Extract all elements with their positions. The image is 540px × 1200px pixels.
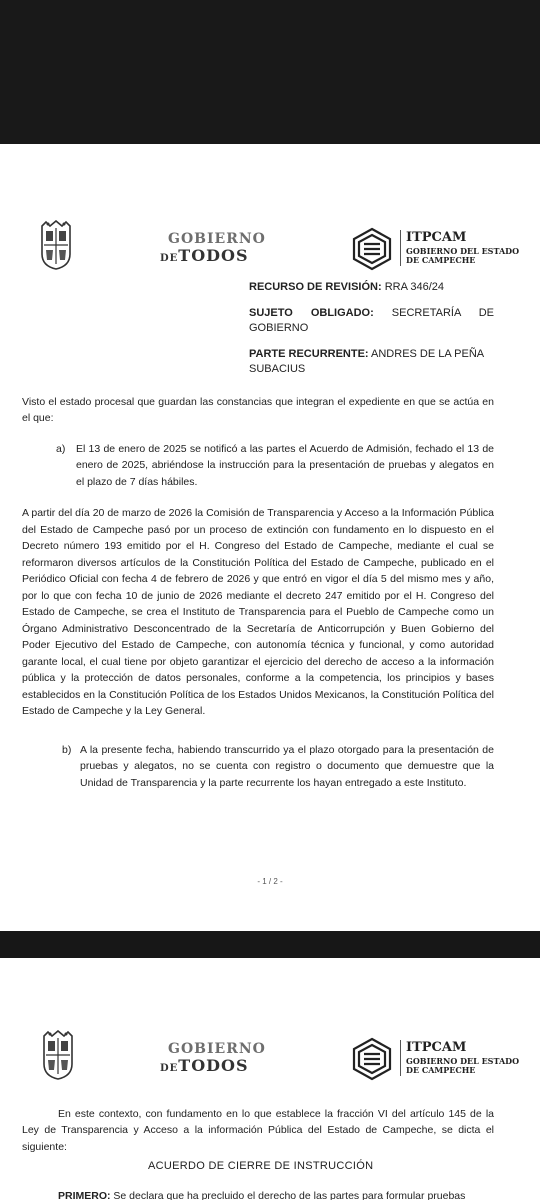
itpcam-title: ITPCAM xyxy=(406,1040,467,1055)
item-b-text: A la presente fecha, habiendo transcurrido ya el plazo otorgado para la presentación de pruebas y alegatos, no se cuenta con registro o documento que demuestre que la Unidad de Transparencia y la parte recurrente los hayan entregado a este Instituto. xyxy=(80,744,494,789)
context-paragraph: En este contexto, con fundamento en lo que establece la fracción VI del artículo 145 de la Ley de Transparencia y Acceso a la información Pública del Estado de Campeche, se dicta el siguiente: xyxy=(22,1108,494,1153)
primero-label: PRIMERO: xyxy=(58,1190,111,1200)
gobierno-text: GOBIERNO xyxy=(168,231,266,247)
recurso-revision xyxy=(249,280,494,295)
itpcam-subtitle-line2: DE CAMPECHE xyxy=(406,1065,476,1075)
todos-text: TODOS xyxy=(178,1056,249,1075)
logo-separator xyxy=(400,1040,401,1076)
gobierno-de-todos-logo xyxy=(160,232,266,267)
itpcam-subtitle-line1: GOBIERNO DEL ESTADO xyxy=(406,246,520,256)
main-paragraph: A partir del día 20 de marzo de 2026 la Comisión de Transparencia y Acceso a la Información Pública del Estado de Campeche pasó por un proceso de extinción con fundamento en lo dispuesto en el Decreto número 193 emitido por el H. Congreso del Estado de Campeche, mediante el cual se reformaron diversos artículos de la Constitución Política del Estado de Campeche, publicado en el Periódico Oficial con fecha 4 de febrero de 2026 y que entró en vigor el día 5 del mismo mes y año, por lo que con fecha 10 de junio de 2026 mediante el decreto 247 emitido por el H. Congreso del Estado de Campeche, se crea el Instituto de Transparencia para el Pueblo de Campeche como un Órgano Administrativo Desconcentrado de la Secretaría de Anticorrupción y Buen Gobierno del Poder Ejecutivo del Estado de Campeche, con autonomía técnica y funcional, y como autoridad garante local, el cual tiene por objeto garantizar el ejercicio del derecho de acceso a la información pública y la protección de datos personales, conforme a la competencia, los principios y bases establecidos en la Constitución Política de los Estados Unidos Mexicanos, la Constitución Política del Estado de Campeche y la Ley General. xyxy=(22,507,494,717)
campeche-coat-of-arms-icon xyxy=(40,1030,76,1080)
de-text: DE xyxy=(160,1063,179,1074)
itpcam-emblem-icon xyxy=(350,1036,394,1082)
itpcam-title: ITPCAM xyxy=(406,230,467,245)
primero-paragraph xyxy=(58,1188,504,1200)
gobierno-de-todos-logo xyxy=(160,1042,266,1077)
itpcam-subtitle xyxy=(406,247,519,265)
campeche-coat-of-arms-icon xyxy=(38,220,74,270)
parte-label: PARTE RECURRENTE: xyxy=(249,348,369,360)
item-a-text: El 13 de enero de 2025 se notificó a las partes el Acuerdo de Admisión, fechado el 13 de enero de 2025, abriéndose la instrucción para la presentación de pruebas y alegatos en el plazo de 7 días hábiles. xyxy=(76,443,494,488)
intro-paragraph: Visto el estado procesal que guardan las constancias que integran el expediente en que se actúa en el que: xyxy=(22,396,494,425)
recurso-label: RECURSO DE REVISIÓN: xyxy=(249,281,382,293)
page-number: - 1 / 2 - xyxy=(257,877,283,886)
parte-recurrente xyxy=(249,347,494,377)
de-text: DE xyxy=(160,253,179,264)
sujeto-label: SUJETO OBLIGADO: xyxy=(249,307,374,319)
acuerdo-heading: ACUERDO DE CIERRE DE INSTRUCCIÓN xyxy=(148,1160,374,1172)
logo-separator xyxy=(400,230,401,266)
page-gap-band xyxy=(0,931,540,958)
itpcam-subtitle-line2: DE CAMPECHE xyxy=(406,255,476,265)
itpcam-subtitle-line1: GOBIERNO DEL ESTADO xyxy=(406,1056,520,1066)
gobierno-text: GOBIERNO xyxy=(168,1041,266,1057)
sujeto-obligado xyxy=(249,306,494,336)
document-page-1 xyxy=(0,144,540,931)
top-dark-band xyxy=(0,0,540,144)
document-page-2 xyxy=(0,958,540,1200)
todos-text: TODOS xyxy=(178,246,249,265)
recurso-value: RRA 346/24 xyxy=(381,281,445,293)
item-a-label: a) xyxy=(56,443,66,455)
item-b-label: b) xyxy=(62,744,72,756)
itpcam-emblem-icon xyxy=(350,226,394,272)
sujeto-value: SECRETARÍA DE GOBIERNO xyxy=(249,307,494,334)
parte-value: ANDRES DE LA PEÑA SUBACIUS xyxy=(249,348,484,375)
primero-text: Se declara que ha precluido el derecho de las partes para formular pruebas xyxy=(110,1190,466,1200)
itpcam-subtitle xyxy=(406,1057,519,1075)
